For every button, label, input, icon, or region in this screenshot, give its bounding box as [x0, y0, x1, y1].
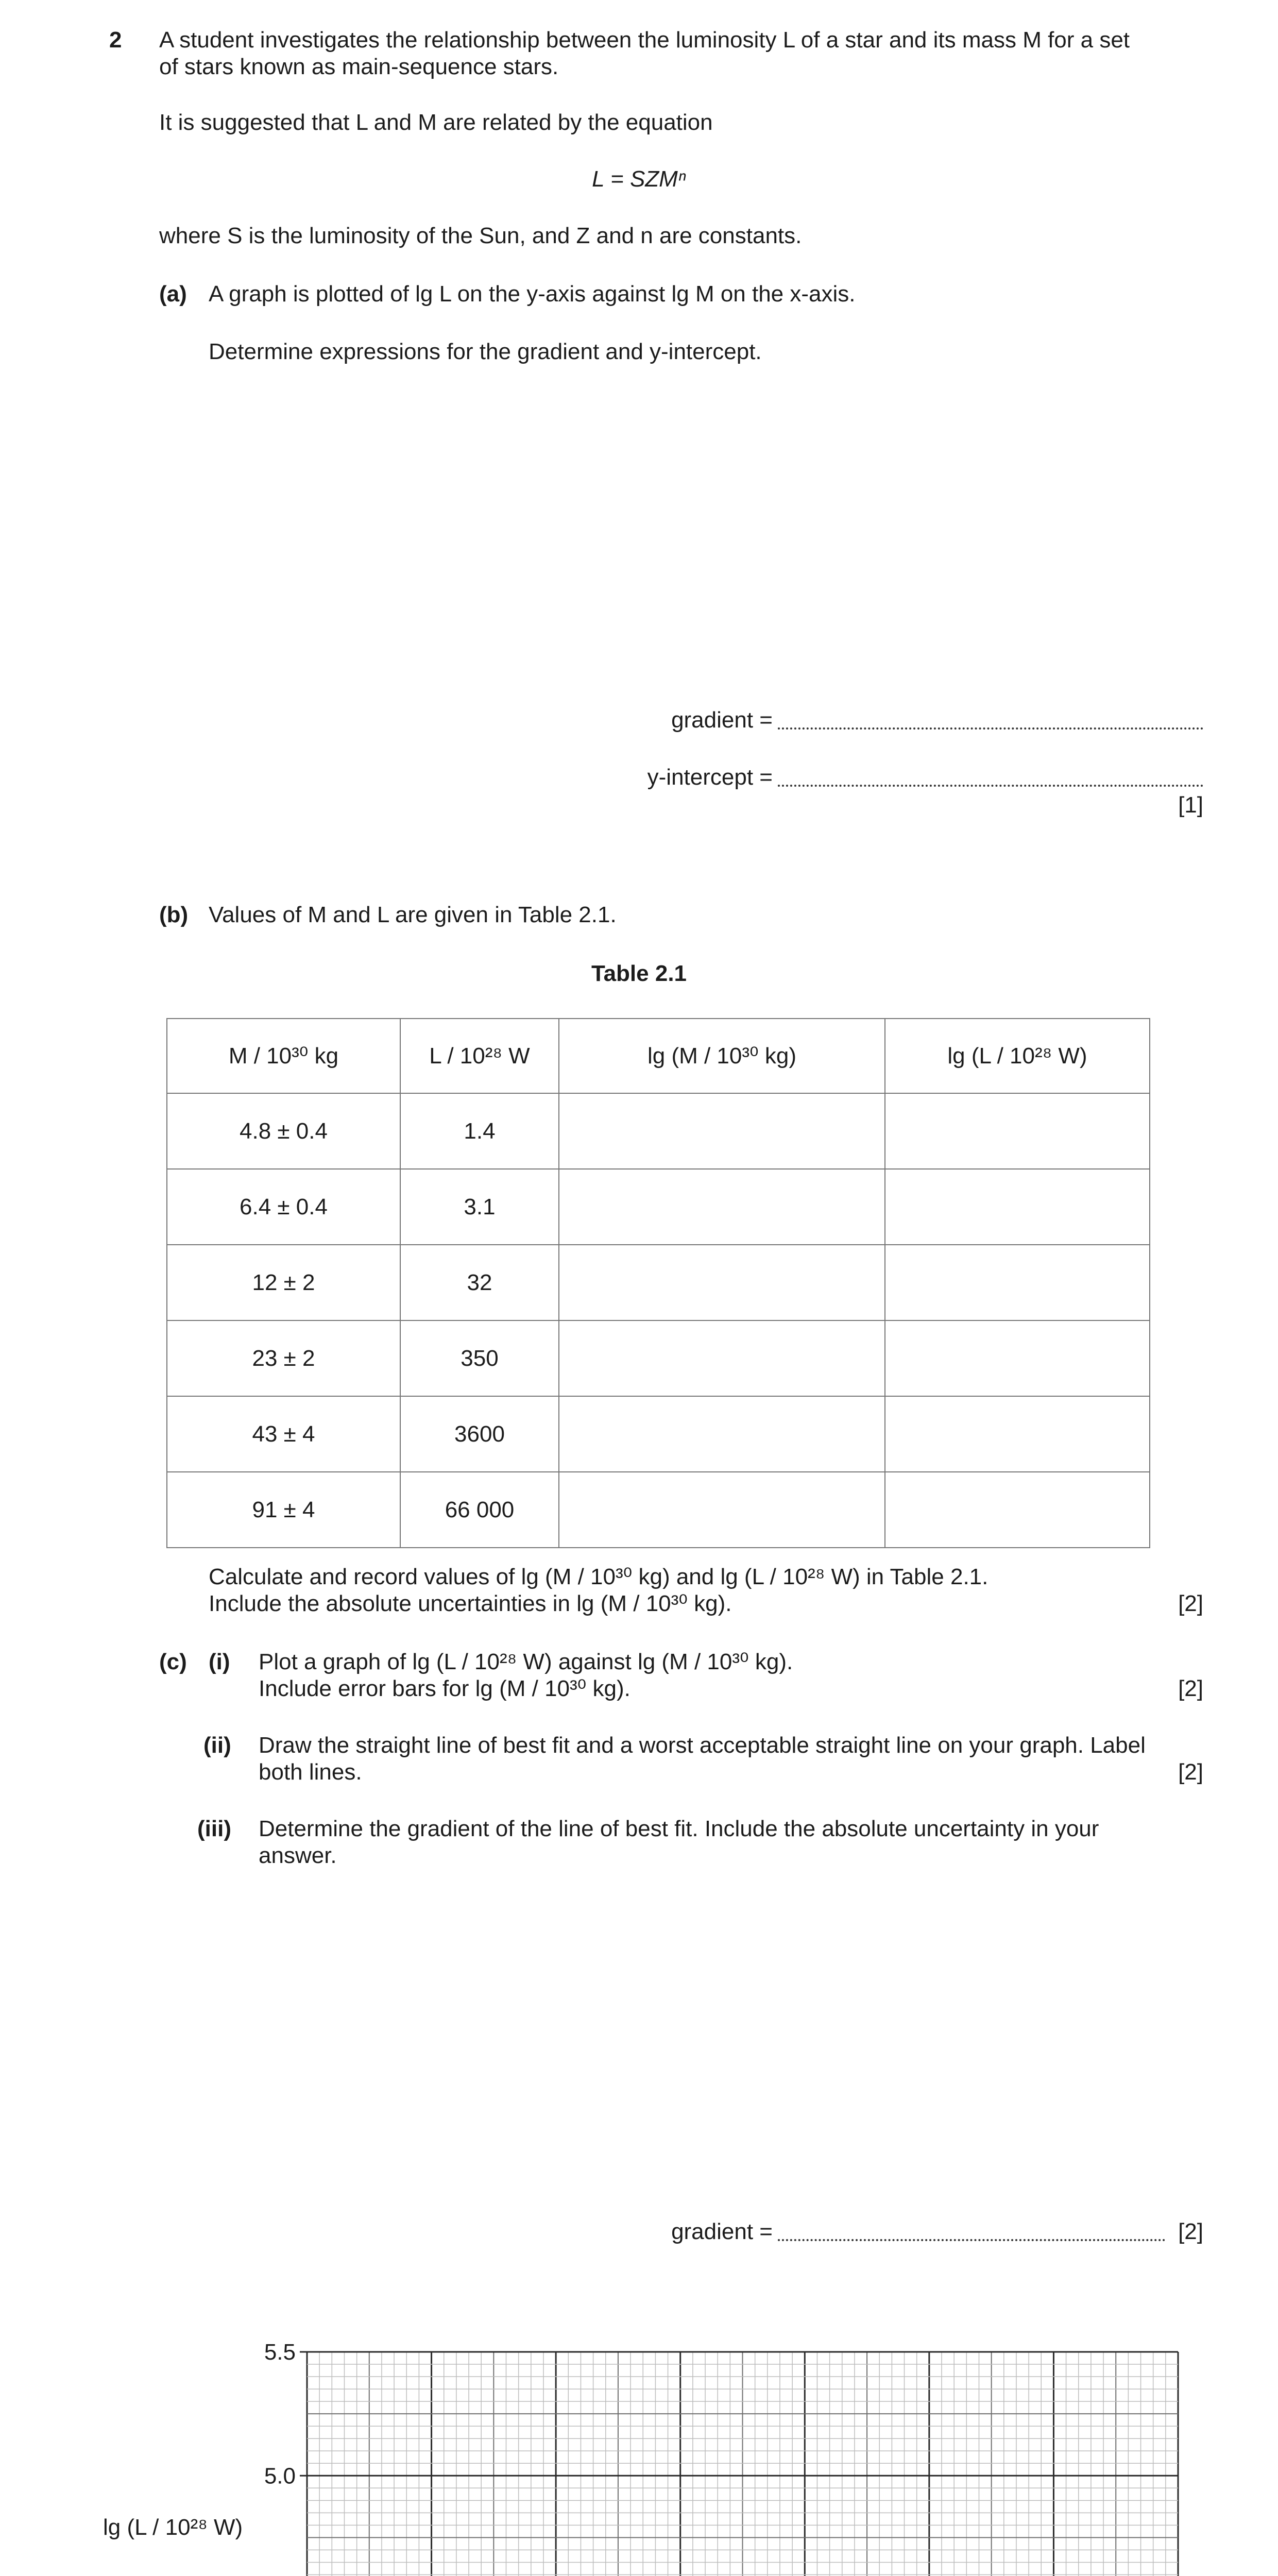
cell-l: 1.4 — [400, 1093, 559, 1169]
intro-line-1: A student investigates the relationship between the luminosity L of a star and its mass M for a set — [159, 27, 1130, 53]
y-tick-label: 5.0 — [264, 2463, 296, 2489]
y-axis-label: lg (L / 10²⁸ W) — [103, 2515, 243, 2540]
y-intercept-label: y-intercept = — [647, 765, 773, 790]
part-a-marks: [1] — [1178, 792, 1203, 818]
grid-lines — [307, 2352, 1178, 2576]
part-c-ii-label: (ii) — [203, 1733, 231, 1758]
intro-line-2: of stars known as main-sequence stars. — [159, 54, 559, 79]
cell-m: 4.8 ± 0.4 — [167, 1093, 400, 1169]
part-c-iii-line-2: answer. — [259, 1843, 337, 1868]
part-b-instruction-1: Calculate and record values of lg (M / 10³⁰ kg) and lg (L / 10²⁸ W) in Table 2.1. — [209, 1564, 989, 1589]
part-b-text: Values of M and L are given in Table 2.1. — [209, 902, 617, 927]
table-title: Table 2.1 — [591, 961, 687, 986]
part-c-gradient-marks: [2] — [1178, 2219, 1203, 2244]
cell-m: 91 ± 4 — [167, 1472, 400, 1548]
header-lg-l: lg (L / 10²⁸ W) — [885, 1019, 1150, 1093]
suggest-text: It is suggested that L and M are related by the equation — [159, 110, 713, 135]
part-a-label: (a) — [159, 281, 187, 307]
part-c-i-label: (i) — [209, 1649, 230, 1674]
cell-l: 66 000 — [400, 1472, 559, 1548]
part-c-ii-line-2: both lines. — [259, 1759, 362, 1785]
y-tick-label: 5.5 — [264, 2340, 296, 2365]
cell-l: 3.1 — [400, 1169, 559, 1245]
header-l: L / 10²⁸ W — [400, 1019, 559, 1093]
header-m: M / 10³⁰ kg — [167, 1019, 400, 1093]
header-lg-m: lg (M / 10³⁰ kg) — [559, 1019, 885, 1093]
cell-m: 43 ± 4 — [167, 1396, 400, 1472]
cell-l: 3600 — [400, 1396, 559, 1472]
part-c-ii-marks: [2] — [1178, 1759, 1203, 1785]
y-ticks — [264, 2340, 307, 2576]
part-c-i-marks: [2] — [1178, 1676, 1203, 1701]
gradient-label-c: gradient = — [671, 2219, 773, 2244]
part-b-instruction-2: Include the absolute uncertainties in lg (M / 10³⁰ kg). — [209, 1591, 732, 1616]
cell-l: 32 — [400, 1245, 559, 1320]
cell-l: 350 — [400, 1320, 559, 1396]
part-a-text: A graph is plotted of lg L on the y-axis against lg M on the x-axis. — [209, 281, 856, 307]
cell-m: 23 ± 2 — [167, 1320, 400, 1396]
part-b-marks: [2] — [1178, 1591, 1203, 1616]
part-c-iii-label: (iii) — [197, 1816, 231, 1841]
part-c-label: (c) — [159, 1649, 187, 1674]
part-c-ii-line-1: Draw the straight line of best fit and a worst acceptable straight line on your graph. Label — [259, 1733, 1146, 1758]
part-c-i-line-2: Include error bars for lg (M / 10³⁰ kg). — [259, 1676, 631, 1701]
cell-m: 6.4 ± 0.4 — [167, 1169, 400, 1245]
cell-m: 12 ± 2 — [167, 1245, 400, 1320]
gradient-label-a: gradient = — [671, 707, 773, 733]
equation: L = SZMⁿ — [592, 166, 686, 192]
part-c-i-line-1: Plot a graph of lg (L / 10²⁸ W) against lg (M / 10³⁰ kg). — [259, 1649, 793, 1674]
part-c-iii-line-1: Determine the gradient of the line of best fit. Include the absolute uncertainty in your — [259, 1816, 1099, 1841]
part-a-task: Determine expressions for the gradient and y-intercept. — [209, 339, 762, 364]
where-text: where S is the luminosity of the Sun, and Z and n are constants. — [159, 223, 802, 248]
question-number: 2 — [109, 27, 122, 53]
part-b-label: (b) — [159, 902, 189, 927]
